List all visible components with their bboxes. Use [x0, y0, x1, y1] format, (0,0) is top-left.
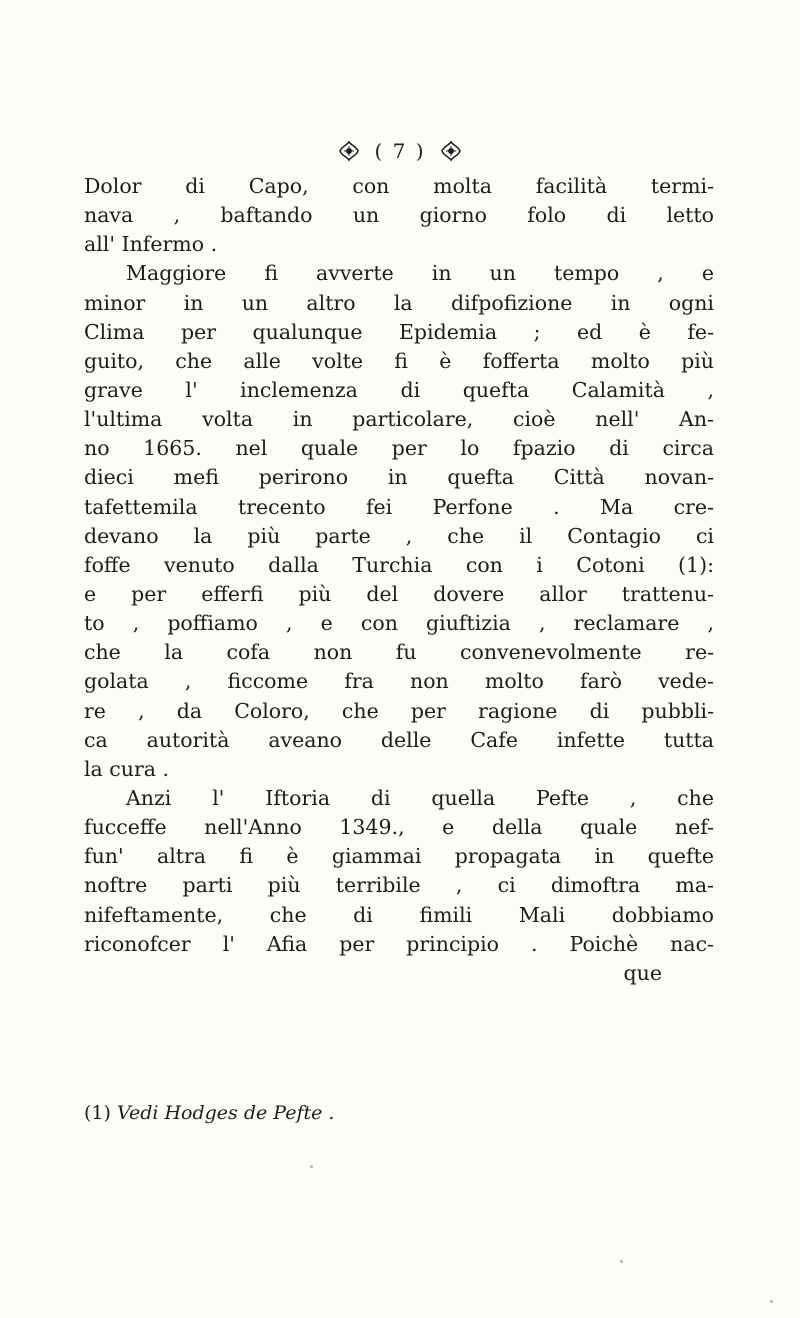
text-line: all' Infermo .	[84, 232, 218, 257]
fleuron-icon	[338, 140, 360, 162]
page-header	[0, 136, 800, 166]
text-line: devano la più parte , che il Contagio ci	[84, 523, 714, 548]
text-line: nifeftamente, che di fimili Mali dobbiamo	[84, 902, 714, 927]
main-text	[84, 172, 714, 988]
text-line: la cura .	[84, 756, 170, 781]
text-line: Clima per qualunque Epidemia ; ed è fe-	[84, 319, 714, 344]
text-line: Maggiore fi avverte in un tempo , e	[126, 261, 714, 286]
text-line: foffe venuto dalla Turchia con i Cotoni (1):	[84, 552, 714, 577]
text-line: tafettemila trecento fei Perfone . Ma cre-	[84, 494, 714, 519]
footnote-text: Vedi Hodges de Pefte .	[116, 1102, 335, 1124]
text-line: noftre parti più terribile , ci dimoftra ma-	[84, 873, 714, 898]
text-line: dieci mefi perirono in quefta Città novan-	[84, 465, 714, 490]
text-line: nava , baftando un giorno folo di letto	[84, 203, 714, 228]
catchword: que	[623, 960, 662, 985]
page-number: ( 7 )	[374, 139, 426, 163]
text-line: grave l' inclemenza di quefta Calamità ,	[84, 377, 714, 402]
text-line: che la cofa non fu convenevolmente re-	[84, 640, 714, 665]
fleuron-icon	[440, 140, 462, 162]
text-line: ca autorità aveano delle Cafe infette tutta	[84, 727, 714, 752]
paper-speck	[770, 1300, 773, 1303]
text-line: guito, che alle volte fi è fofferta molto più	[84, 348, 714, 373]
paper-speck	[620, 1260, 623, 1263]
text-line: Anzi l' Iftoria di quella Pefte , che	[126, 785, 714, 810]
footnote-marker: (1)	[84, 1102, 111, 1124]
paper-speck	[310, 1165, 313, 1168]
text-line: no 1665. nel quale per lo fpazio di circa	[84, 436, 714, 461]
text-line: fun' altra fi è giammai propagata in quefte	[84, 844, 714, 869]
footnote	[84, 1102, 334, 1124]
text-line: fucceffe nell'Anno 1349., e della quale nef-	[84, 815, 714, 840]
text-line: l'ultima volta in particolare, cioè nell' An-	[84, 407, 714, 432]
text-line: golata , ficcome fra non molto farò vede-	[84, 669, 714, 694]
text-line: to , poffiamo , e con giuftizia , reclamare ,	[84, 611, 714, 636]
text-line: e per efferfi più del dovere allor trattenu-	[84, 581, 714, 606]
text-line: riconofcer l' Afia per principio . Poichè nac-	[84, 931, 714, 956]
text-line: Dolor di Capo, con molta facilità termi-	[84, 174, 714, 198]
text-line: re , da Coloro, che per ragione di pubbli-	[84, 698, 714, 723]
text-line: minor in un altro la difpofizione in ogni	[84, 290, 714, 315]
